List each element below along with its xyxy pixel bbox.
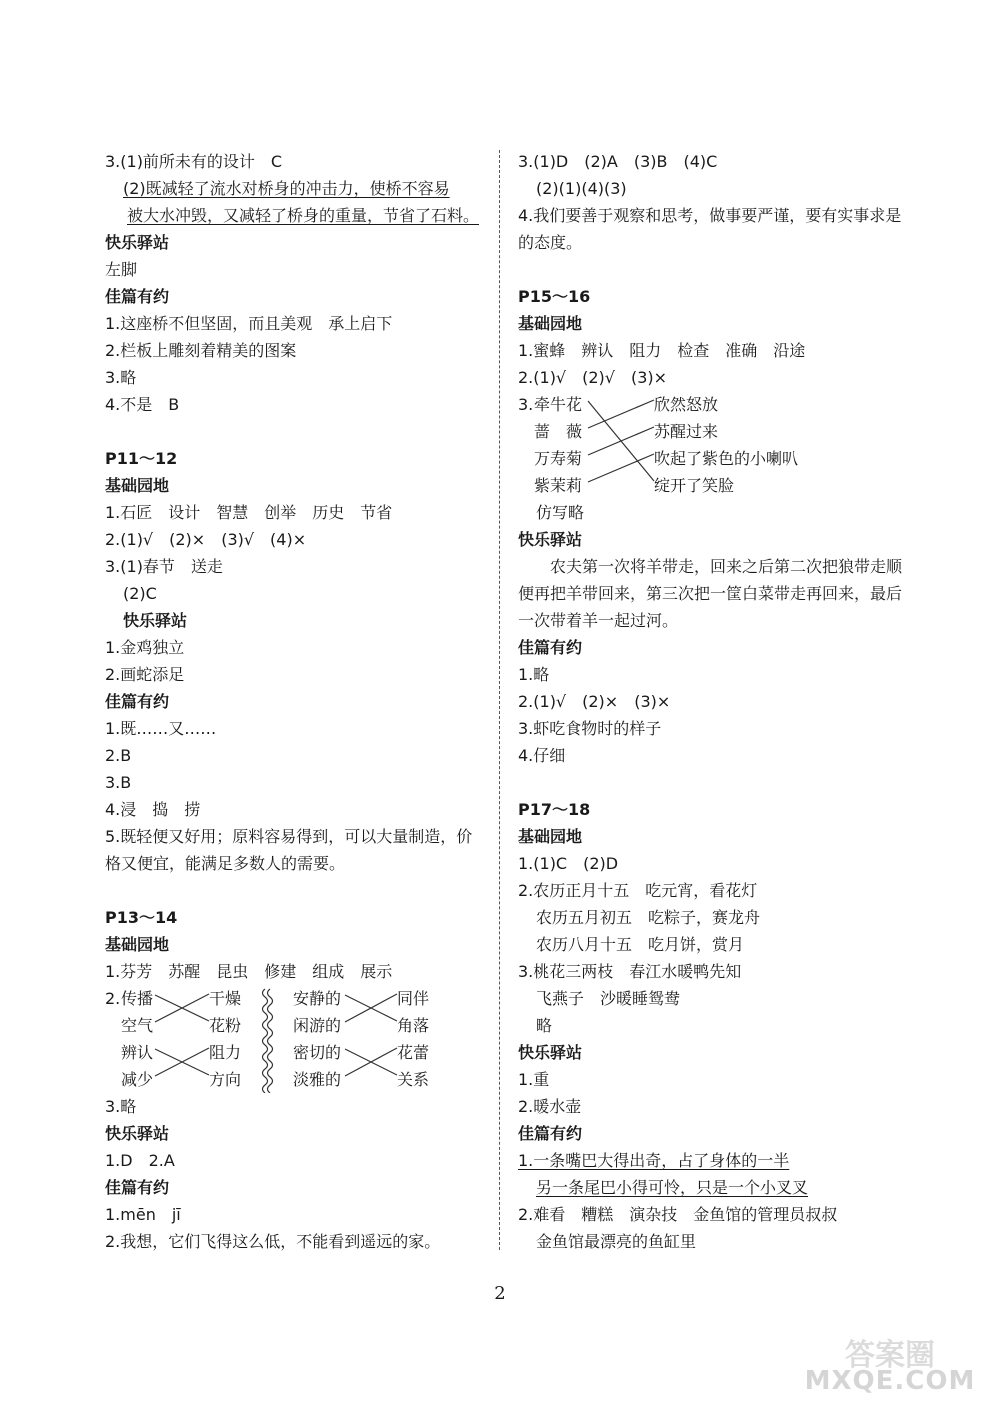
match-right-item: 干燥 [209,989,242,1008]
left-column [105,148,485,1255]
match-left-item: 紫茉莉 [534,476,583,495]
matching-exercise-3 [518,391,903,499]
page-range-heading: P15～16 [518,287,591,306]
answer-line: 1.既……又…… [105,719,217,738]
watermark [790,1330,990,1400]
match-left-item: 减少 [121,1070,154,1089]
answer-line: 3.(1)春节 送走 [105,557,223,576]
answer-line: 1.蜜蜂 辨认 阻力 检查 准确 沿途 [518,341,806,360]
answer-paragraph: 4.我们要善于观察和思考，做事要严谨，要有实事求是的态度。 [518,206,902,252]
answer-line: 4.浸 捣 捞 [105,800,201,819]
answer-line: 飞燕子 沙暖睡鸳鸯 [536,989,681,1008]
answer-line: 1.这座桥不但坚固，而且美观 承上启下 [105,314,393,333]
answer-line: 1.略 [518,665,550,684]
matching-lines [105,985,485,1093]
answer-line: 1.(1)C (2)D [518,854,619,873]
match-prefix: 2. [105,989,121,1008]
answer-line: 2.栏板上雕刻着精美的图案 [105,341,297,360]
section-heading: 基础园地 [518,314,583,333]
answer-line: 金鱼馆最漂亮的鱼缸里 [536,1232,697,1251]
page-number: 2 [494,1283,506,1304]
match-right-item: 花粉 [209,1016,242,1035]
column-divider [499,150,500,1250]
match-right-item: 花蕾 [397,1043,430,1062]
match-left-item: 安静的 [293,989,342,1008]
section-heading: 快乐驿站 [123,611,188,630]
answer-line: 1.D 2.A [105,1151,175,1170]
section-heading: 快乐驿站 [518,1043,583,1062]
match-right-item: 同伴 [397,989,430,1008]
match-right-item: 苏醒过来 [654,422,719,441]
match-left-item: 密切的 [293,1043,342,1062]
answer-line: 2.画蛇添足 [105,665,185,684]
answer-line: (2)C [123,584,157,603]
page-range-heading: P17～18 [518,800,591,819]
match-left-item: 淡雅的 [293,1070,342,1089]
answer-line: 3.桃花三两枝 春江水暖鸭先知 [518,962,742,981]
answer-line: 另一条尾巴小得可怜，只是一个小叉叉 [536,1178,809,1197]
match-left-item: 万寿菊 [534,449,583,468]
answer-line: 2.农历正月十五 吃元宵，看花灯 [518,881,758,900]
answer-line: 1.重 [518,1070,550,1089]
answer-line: 4.不是 B [105,395,180,414]
match-left-item: 闲游的 [293,1016,342,1035]
matching-exercise-2 [105,985,485,1093]
answer-line: 左脚 [105,260,138,279]
section-heading: 基础园地 [105,476,170,495]
answer-line: 1.mēn jī [105,1205,181,1224]
match-right-item: 绽开了笑脸 [654,476,735,495]
answer-line: 3.略 [105,1097,137,1116]
answer-line: (2)(1)(4)(3) [536,179,627,198]
answer-line: 3.(1)前所未有的设计 C [105,152,283,171]
answer-line: 3.略 [105,368,137,387]
answer-line: 2.我想，它们飞得这么低，不能看到遥远的家。 [105,1232,441,1251]
answer-line: 3.虾吃食物时的样子 [518,719,662,738]
match-right-item: 阻力 [209,1043,242,1062]
section-heading: 基础园地 [518,827,583,846]
answer-line: 1.芬芳 苏醒 昆虫 修建 组成 展示 [105,962,393,981]
match-right-item: 欣然怒放 [654,395,719,414]
match-left-item: 传播 [121,989,154,1008]
answer-line: (2)既减轻了流水对桥身的冲击力，使桥不容易 [123,179,450,198]
answer-line: 农历五月初五 吃粽子，赛龙舟 [536,908,761,927]
answer-line: 2.(1)√ (2)√ (3)× [518,368,668,387]
answer-line: 3.B [105,773,132,792]
answer-line: 2.(1)√ (2)× (3)× [518,692,671,711]
answer-line: 略 [536,1016,553,1035]
matching-lines [518,391,903,499]
section-heading: 佳篇有约 [105,287,170,306]
match-left-item: 空气 [121,1016,154,1035]
answer-line: 4.仔细 [518,746,566,765]
answer-paragraph: 农夫第一次将羊带走，回来之后第二次把狼带走顺便再把羊带回来，第三次把一筐白菜带走再回来，最后一次带着羊一起过河。 [518,557,903,630]
watermark-site: MXQE.COM [804,1366,976,1396]
section-heading: 快乐驿站 [518,530,583,549]
answer-line: 2.(1)√ (2)× (3)√ (4)× [105,530,307,549]
answer-line: 农历八月十五 吃月饼，赏月 [536,935,745,954]
answer-line: 2.B [105,746,132,765]
section-heading: 佳篇有约 [105,692,170,711]
match-right-item: 吹起了紫色的小喇叭 [654,449,799,468]
match-prefix: 3. [518,395,534,414]
answer-line: 被大水冲毁，又减轻了桥身的重量，节省了石料。 [127,206,480,225]
answer-line: 2.暖水壶 [518,1097,582,1116]
answer-line: 1.金鸡独立 [105,638,185,657]
page-range-heading: P11～12 [105,449,178,468]
match-right-item: 关系 [397,1070,430,1089]
section-heading: 基础园地 [105,935,170,954]
section-heading: 佳篇有约 [105,1178,170,1197]
watermark-logo: 答案圈 [845,1338,935,1373]
section-heading: 快乐驿站 [105,233,170,252]
match-left-item: 辨认 [121,1043,154,1062]
section-heading: 佳篇有约 [518,638,583,657]
right-column [518,148,903,1255]
section-heading: 佳篇有约 [518,1124,583,1143]
match-left-item: 蔷 薇 [534,422,583,441]
page-range-heading: P13～14 [105,908,178,927]
answer-line: 仿写略 [536,503,585,522]
answer-line: 3.(1)D (2)A (3)B (4)C [518,152,718,171]
answer-line: 2.难看 糟糕 演杂技 金鱼馆的管理员叔叔 [518,1205,838,1224]
match-left-item: 牵牛花 [534,395,583,414]
match-right-item: 方向 [209,1070,242,1089]
match-right-item: 角落 [397,1016,430,1035]
answer-line: 1.一条嘴巴大得出奇，占了身体的一半 [518,1151,790,1170]
answer-paragraph: 5.既轻便又好用；原料容易得到，可以大量制造，价格又便宜，能满足多数人的需要。 [105,827,473,873]
answer-line: 1.石匠 设计 智慧 创举 历史 节省 [105,503,393,522]
section-heading: 快乐驿站 [105,1124,170,1143]
